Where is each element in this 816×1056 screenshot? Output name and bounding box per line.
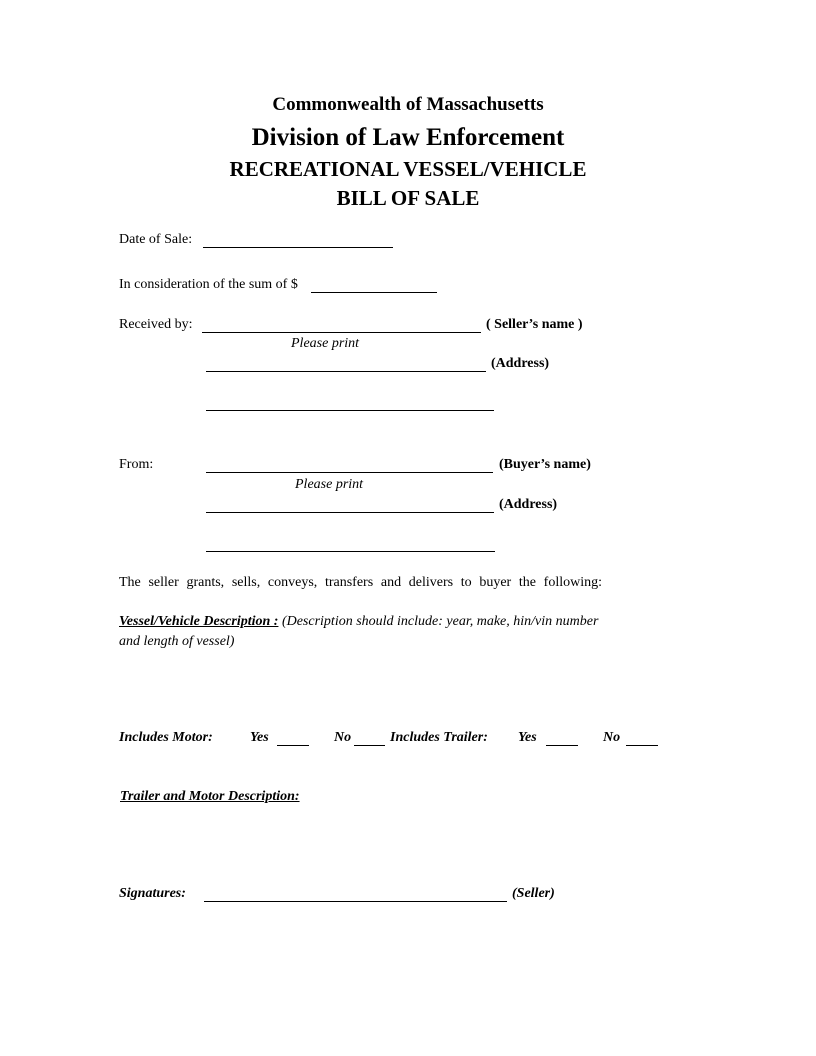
from-label: From: bbox=[119, 457, 154, 472]
header-form-type: RECREATIONAL VESSEL/VEHICLE bbox=[229, 157, 587, 181]
motor-no-field[interactable] bbox=[354, 745, 385, 746]
buyer-name-label: (Buyer’s name) bbox=[499, 457, 591, 472]
vessel-description-label: Vessel/Vehicle Description : bbox=[119, 614, 279, 629]
signatures-label: Signatures: bbox=[119, 886, 186, 901]
sum-label: In consideration of the sum of $ bbox=[119, 277, 298, 292]
motor-yes-label: Yes bbox=[250, 730, 269, 745]
sum-field[interactable] bbox=[311, 292, 437, 293]
buyer-address-field-1[interactable] bbox=[206, 512, 494, 513]
seller-name-field[interactable] bbox=[202, 332, 481, 333]
motor-no-label: No bbox=[334, 730, 352, 745]
trailer-yes-label: Yes bbox=[518, 730, 537, 745]
seller-name-label: ( Seller’s name ) bbox=[486, 317, 583, 332]
trailer-no-field[interactable] bbox=[626, 745, 658, 746]
trailer-yes-field[interactable] bbox=[546, 745, 578, 746]
vessel-description-note-1: (Description should include: year, make, hin/vin number bbox=[281, 614, 599, 629]
vessel-description-note-2: and length of vessel) bbox=[119, 634, 235, 649]
seller-signature-label: (Seller) bbox=[512, 886, 555, 901]
buyer-address-field-2[interactable] bbox=[206, 551, 495, 552]
seller-address-label: (Address) bbox=[491, 356, 550, 371]
header-bill-of-sale: BILL OF SALE bbox=[336, 186, 480, 210]
header-division: Division of Law Enforcement bbox=[251, 124, 565, 151]
seller-address-field-2[interactable] bbox=[206, 410, 494, 411]
motor-yes-field[interactable] bbox=[277, 745, 309, 746]
grant-statement: The seller grants, sells, conveys, transfers and delivers to buyer the following: bbox=[119, 575, 602, 590]
includes-motor-label: Includes Motor: bbox=[119, 730, 213, 745]
trailer-no-label: No bbox=[603, 730, 621, 745]
buyer-address-label: (Address) bbox=[499, 497, 558, 512]
received-by-label: Received by: bbox=[119, 317, 193, 332]
includes-trailer-label: Includes Trailer: bbox=[390, 730, 488, 745]
buyer-name-field[interactable] bbox=[206, 472, 493, 473]
buyer-please-print: Please print bbox=[295, 477, 364, 492]
seller-signature-field[interactable] bbox=[204, 901, 507, 902]
header-commonwealth: Commonwealth of Massachusetts bbox=[272, 94, 544, 115]
trailer-motor-description-label: Trailer and Motor Description: bbox=[120, 789, 300, 804]
date-of-sale-field[interactable] bbox=[203, 247, 393, 248]
date-of-sale-label: Date of Sale: bbox=[119, 232, 193, 247]
seller-address-field-1[interactable] bbox=[206, 371, 486, 372]
seller-please-print: Please print bbox=[291, 336, 360, 351]
vessel-description-block bbox=[119, 614, 598, 630]
